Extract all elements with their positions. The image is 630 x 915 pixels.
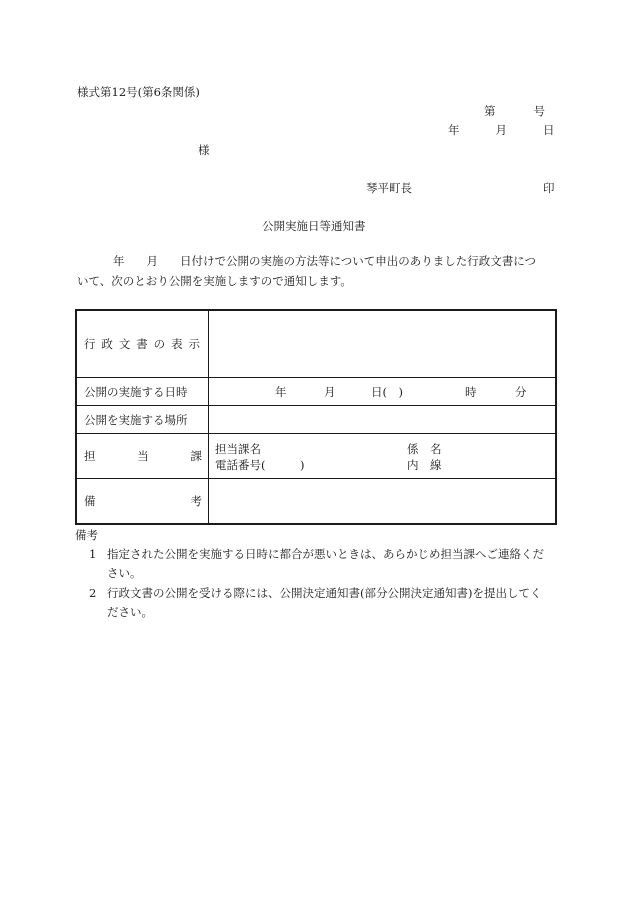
document-label: 行政文書の表示 <box>76 310 209 378</box>
note-item <box>89 584 557 622</box>
remarks-value-cell <box>209 479 557 525</box>
note-item <box>89 545 557 583</box>
datetime-month: 月 <box>324 384 336 399</box>
body-month: 月 <box>146 254 158 268</box>
note-number: 1 <box>89 547 97 561</box>
document-date <box>448 122 555 138</box>
section-extension-label: 内 線 <box>407 458 442 472</box>
document-value-cell <box>209 310 557 378</box>
place-label: 公開を実施する場所 <box>76 406 209 434</box>
table-row-section <box>76 434 556 479</box>
body-text-line2: いて、次のとおり公開を実施しますので通知します。 <box>77 274 352 288</box>
table-row-remarks <box>76 479 556 525</box>
document-number <box>484 103 545 119</box>
seal-mark: 印 <box>543 181 555 195</box>
section-value-cell <box>209 434 557 479</box>
datetime-day: 日( ) <box>371 384 403 399</box>
section-dept-name: 担当課名 <box>215 442 261 456</box>
body-year: 年 <box>113 254 125 268</box>
place-value-cell <box>209 406 557 434</box>
datetime-hour: 時 <box>465 384 477 399</box>
date-month: 月 <box>495 123 507 137</box>
section-phone: 電話番号( ) <box>215 458 305 472</box>
section-staff-label: 係 名 <box>407 442 442 456</box>
note-line: 指定された公開を実施する日時に都合が悪いときは、あらかじめ担当課へご連絡くだ <box>107 547 544 561</box>
notes-title: 備考 <box>75 528 98 542</box>
datetime-label: 公開の実施する日時 <box>76 378 209 406</box>
note-line: 行政文書の公開を受ける際には、公開決定通知書(部分公開決定通知書)を提出してく <box>107 586 542 600</box>
body-paragraph <box>77 251 557 291</box>
number-suffix: 号 <box>533 104 545 118</box>
date-year: 年 <box>448 123 460 137</box>
datetime-minute: 分 <box>515 384 527 399</box>
number-prefix: 第 <box>484 104 496 118</box>
datetime-value-cell <box>209 378 557 406</box>
section-label: 担当課 <box>76 434 209 479</box>
note-line-continued: さい。 <box>107 566 142 580</box>
addressee: 様 <box>198 143 210 157</box>
note-number: 2 <box>89 586 97 600</box>
form-number-title: 様式第12号(第6条関係) <box>77 85 200 99</box>
sender-name: 琴平町長 <box>366 181 412 195</box>
document-title: 公開実施日等通知書 <box>262 219 366 233</box>
date-day: 日 <box>543 123 555 137</box>
remarks-label: 備考 <box>76 479 209 525</box>
body-text-line: 日付けで公開の実施の方法等について申出のありました行政文書につ <box>180 254 537 268</box>
table-row-datetime <box>76 378 556 406</box>
table-row-document <box>76 310 556 378</box>
table-row-place <box>76 406 556 434</box>
datetime-year: 年 <box>275 384 287 399</box>
note-line-continued: ださい。 <box>107 605 153 619</box>
notification-table <box>75 309 557 525</box>
